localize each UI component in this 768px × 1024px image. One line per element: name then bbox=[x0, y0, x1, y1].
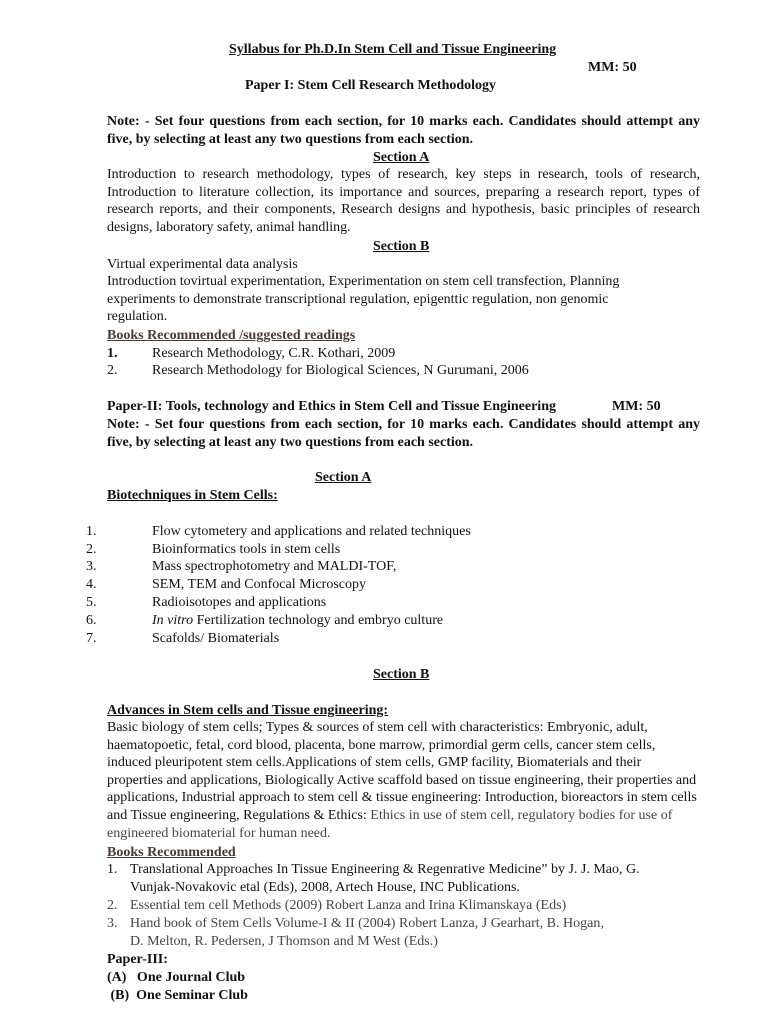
advances-main-text: Basic biology of stem cells; Types & sources of stem cell with characteristics: Embryonic, adult, haematopoetic, fetal, cord blood, placenta, bone marrow, primordial germ cells, cancer stem cells, induced pleuripotent stem cells.Applications of stem cells, GMP facility, Biomaterials and their properties and applications, Biologically Active scaffold based on tissue engineering, their properties and applications, Industrial approach to stem cell & tissue engineering: Introduction, bioreactors in stem cells and Tissue engineering, Regulations & Ethics: bbox=[107, 720, 697, 823]
paper2-book-number: 2. bbox=[107, 898, 118, 913]
paper1-book-number: 1. bbox=[107, 346, 118, 361]
italic-term: In vitro bbox=[152, 613, 194, 628]
list-item bbox=[152, 612, 443, 630]
paper2-books-heading: Books Recommended bbox=[107, 845, 236, 860]
paper1-section-b-heading: Section B bbox=[373, 239, 430, 254]
paper1-section-b-text: Introduction tovirtual experimentation, Experimentation on stem cell transfection, Planning experiments to demonstrate transcriptional regulation, epigenttic regulation, non genomic regulation. bbox=[107, 274, 620, 325]
list-item: Bioinformatics tools in stem cells bbox=[152, 542, 341, 557]
paper2-book-item-cont: D. Melton, R. Pedersen, J Thomson and M West (Eds.) bbox=[130, 934, 438, 949]
list-item-number: 7. bbox=[86, 631, 97, 646]
list-item-number: 5. bbox=[86, 595, 97, 610]
paper2-book-item: Hand book of Stem Cells Volume-I & II (2004) Robert Lanza, J Gearhart, B. Hogan, bbox=[130, 916, 604, 931]
advances-text bbox=[107, 719, 697, 842]
list-item: Mass spectrophotometry and MALDI-TOF, bbox=[152, 559, 397, 574]
paper2-title: Paper-II: Tools, technology and Ethics in Stem Cell and Tissue Engineering bbox=[107, 399, 556, 414]
biotechniques-heading: Biotechniques in Stem Cells: bbox=[107, 488, 278, 503]
paper3-title: Paper-III: bbox=[107, 952, 168, 967]
list-item-number: 3. bbox=[86, 559, 97, 574]
paper3-item-a: (A) One Journal Club bbox=[107, 970, 246, 985]
advances-tail-text: Ethics in use of stem cell, regulatory bodies for use of engineered biomaterial for human need. bbox=[107, 807, 673, 841]
paper1-note: Note: - Set four questions from each section, for 10 marks each. Candidates should attempt any five, by selecting at least any two questions from each section. bbox=[107, 114, 700, 147]
paper1-section-a-text: Introduction to research methodology, types of research, key steps in research, tools of research, Introduction to literature collection, its importance and sources, preparing a research report, types of research reports, and their components, Research designs and hypothesis, basic principles of research designs, laboratory safety, animal handling. bbox=[107, 167, 700, 235]
paper1-book-item: Research Methodology, C.R. Kothari, 2009 bbox=[152, 346, 396, 361]
document-title: Syllabus for Ph.D.In Stem Cell and Tissue Engineering bbox=[229, 42, 557, 57]
paper3-item-b: (B) One Seminar Club bbox=[107, 988, 248, 1003]
paper2-book-number: 1. bbox=[107, 862, 118, 877]
advances-heading: Advances in Stem cells and Tissue engineering: bbox=[107, 703, 389, 718]
list-item-number: 6. bbox=[86, 613, 97, 628]
list-item: Radioisotopes and applications bbox=[152, 595, 327, 610]
paper2-book-item-cont: Vunjak-Novakovic etal (Eds), 2008, Artech House, INC Publications. bbox=[130, 880, 520, 895]
paper1-book-number: 2. bbox=[107, 363, 118, 378]
paper2-max-marks: MM: 50 bbox=[612, 399, 661, 414]
paper2-section-b-heading: Section B bbox=[373, 667, 430, 682]
paper1-section-b-line1: Virtual experimental data analysis bbox=[107, 257, 298, 272]
paper2-book-item: Essential tem cell Methods (2009) Robert Lanza and Irina Klimanskaya (Eds) bbox=[130, 898, 567, 913]
list-item-number: 2. bbox=[86, 542, 97, 557]
paper2-section-a-heading: Section A bbox=[315, 470, 372, 485]
paper1-max-marks: MM: 50 bbox=[588, 60, 637, 75]
paper2-book-number: 3. bbox=[107, 916, 118, 931]
list-item-text: Fertilization technology and embryo culture bbox=[193, 613, 444, 628]
paper2-book-item: Translational Approaches In Tissue Engineering & Regenrative Medicine” by J. J. Mao, G. bbox=[130, 862, 640, 877]
paper1-title: Paper I: Stem Cell Research Methodology bbox=[245, 78, 497, 93]
paper1-book-item: Research Methodology for Biological Sciences, N Gurumani, 2006 bbox=[152, 363, 529, 378]
list-item: Scafolds/ Biomaterials bbox=[152, 631, 280, 646]
paper1-books-heading: Books Recommended /suggested readings bbox=[107, 328, 356, 343]
paper1-section-a-heading: Section A bbox=[373, 150, 430, 165]
list-item: Flow cytometery and applications and related techniques bbox=[152, 524, 471, 539]
list-item-number: 4. bbox=[86, 577, 97, 592]
list-item: SEM, TEM and Confocal Microscopy bbox=[152, 577, 366, 592]
list-item-number: 1. bbox=[86, 524, 97, 539]
paper2-note: Note: - Set four questions from each section, for 10 marks each. Candidates should attempt any five, by selecting at least any two questions from each section. bbox=[107, 417, 700, 450]
